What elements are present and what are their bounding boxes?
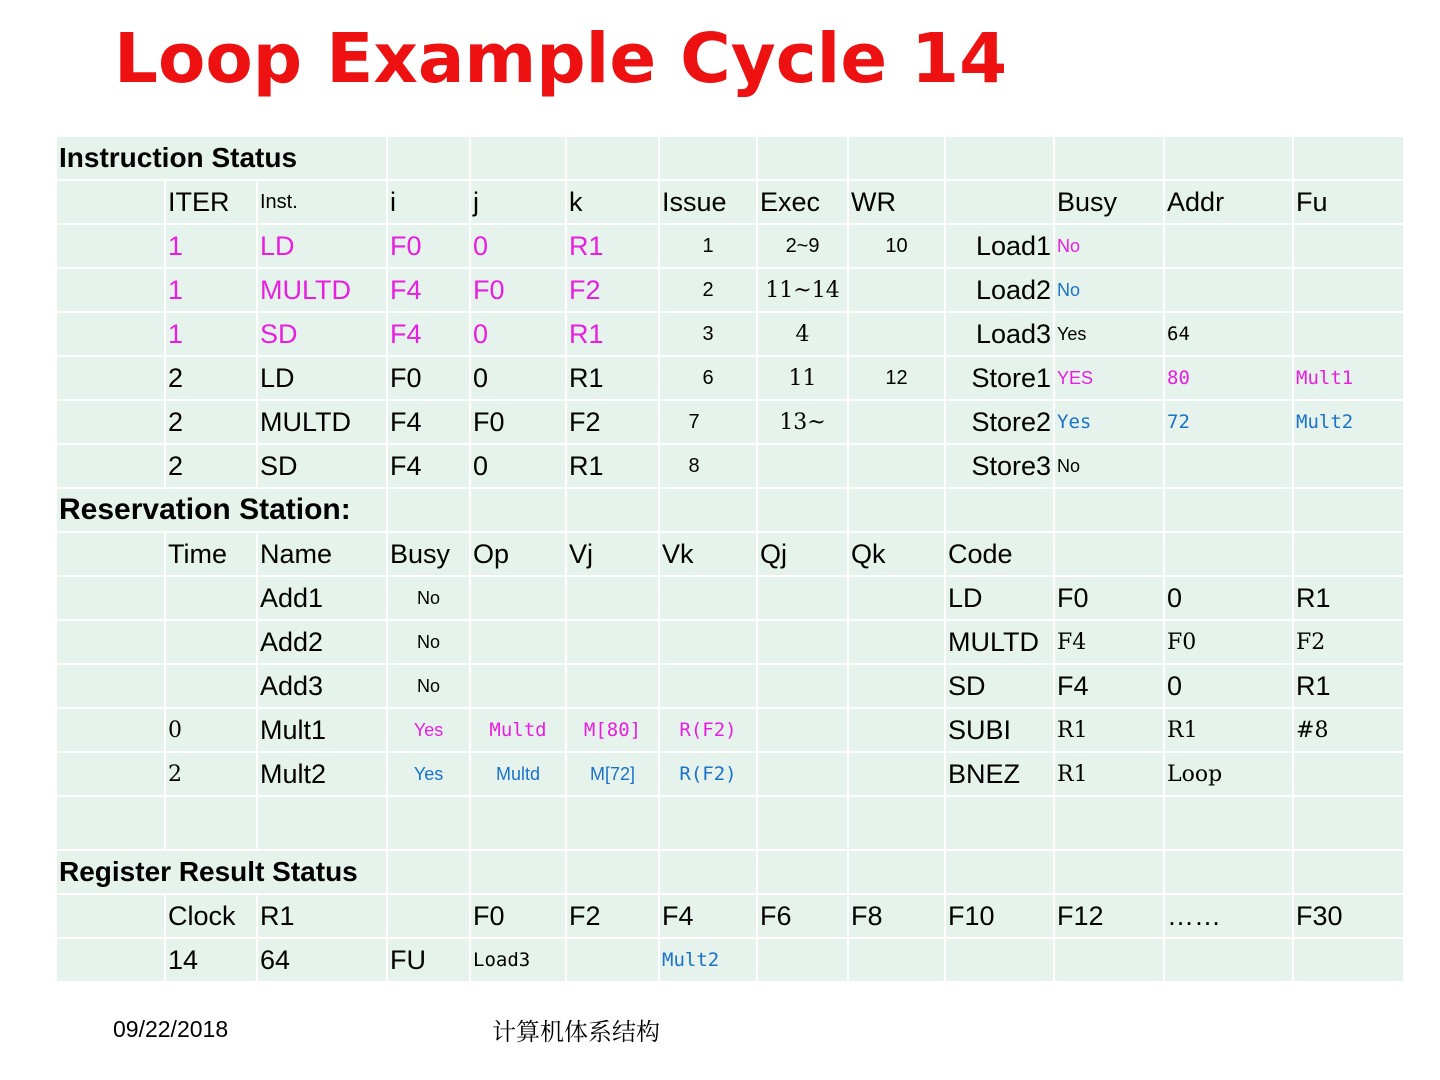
inst-op: SD <box>258 313 388 357</box>
buffer-name: Load3 <box>946 313 1055 357</box>
reservation-station-title-row <box>57 489 1405 533</box>
fu-label: FU <box>388 939 471 983</box>
buffer-addr <box>1165 269 1294 313</box>
buffer-busy: Yes <box>1055 313 1165 357</box>
rs-busy: Yes <box>388 753 471 797</box>
rs-qk <box>849 621 946 665</box>
rs-name: Add2 <box>258 621 388 665</box>
inst-j: 0 <box>471 357 567 401</box>
code-a: R1 <box>1055 753 1165 797</box>
register-status-title-row <box>57 851 1405 895</box>
inst-k: R1 <box>567 445 660 489</box>
inst-exec <box>758 445 849 489</box>
buffer-busy: Yes <box>1055 401 1165 445</box>
inst-issue: 3 <box>660 313 758 357</box>
r1-value: 64 <box>258 939 388 983</box>
reservation-row <box>57 621 1405 665</box>
inst-exec: 13~ <box>758 401 849 445</box>
buffer-busy: No <box>1055 269 1165 313</box>
header-f4: F4 <box>660 895 758 939</box>
rs-vj: M[72] <box>567 753 660 797</box>
inst-wr: 10 <box>849 225 946 269</box>
rs-busy: Yes <box>388 709 471 753</box>
rs-time: 2 <box>166 753 258 797</box>
f30-fu <box>1294 939 1405 983</box>
header-fu: Fu <box>1294 181 1405 225</box>
header-iter: ITER <box>166 181 258 225</box>
code-c: R1 <box>1294 577 1405 621</box>
buffer-addr: 64 <box>1165 313 1294 357</box>
header-exec: Exec <box>758 181 849 225</box>
inst-op: MULTD <box>258 401 388 445</box>
inst-wr <box>849 313 946 357</box>
rs-qj <box>758 621 849 665</box>
inst-wr <box>849 269 946 313</box>
code-b: 0 <box>1165 665 1294 709</box>
code-c: R1 <box>1294 665 1405 709</box>
inst-j: 0 <box>471 445 567 489</box>
inst-exec: 4 <box>758 313 849 357</box>
buffer-name: Store1 <box>946 357 1055 401</box>
buffer-addr <box>1165 225 1294 269</box>
code-c: F2 <box>1294 621 1405 665</box>
header-f30: F30 <box>1294 895 1405 939</box>
instruction-row <box>57 357 1405 401</box>
header-busy: Busy <box>1055 181 1165 225</box>
header-issue: Issue <box>660 181 758 225</box>
f2-fu <box>567 939 660 983</box>
instruction-row <box>57 269 1405 313</box>
buffer-fu: Mult2 <box>1294 401 1405 445</box>
header-k: k <box>567 181 660 225</box>
header-dots: …… <box>1165 895 1294 939</box>
footer-date: 09/22/2018 <box>113 1016 229 1042</box>
buffer-addr: 72 <box>1165 401 1294 445</box>
inst-wr <box>849 445 946 489</box>
inst-k: R1 <box>567 357 660 401</box>
instruction-status-header-row <box>57 181 1405 225</box>
rs-op <box>471 665 567 709</box>
code-a: R1 <box>1055 709 1165 753</box>
rs-busy: No <box>388 577 471 621</box>
header-wr: WR <box>849 181 946 225</box>
buffer-busy: No <box>1055 445 1165 489</box>
f4-fu: Mult2 <box>660 939 758 983</box>
header-inst: Inst. <box>258 181 388 225</box>
rs-name: Add1 <box>258 577 388 621</box>
code-c: #8 <box>1294 709 1405 753</box>
code-c <box>1294 753 1405 797</box>
register-status-value-row <box>57 939 1405 983</box>
buffer-fu <box>1294 313 1405 357</box>
inst-i: F4 <box>388 445 471 489</box>
code-a: F0 <box>1055 577 1165 621</box>
buffer-name: Load1 <box>946 225 1055 269</box>
rs-qj <box>758 709 849 753</box>
code-a: F4 <box>1055 665 1165 709</box>
header-vj: Vj <box>567 533 660 577</box>
inst-k: F2 <box>567 401 660 445</box>
header-op: Op <box>471 533 567 577</box>
instruction-row <box>57 401 1405 445</box>
rs-vk <box>660 577 758 621</box>
register-status-header-row <box>57 895 1405 939</box>
inst-exec: 2~9 <box>758 225 849 269</box>
inst-wr: 12 <box>849 357 946 401</box>
footer-course-name: 计算机体系结构 <box>492 1018 660 1046</box>
inst-j: F0 <box>471 269 567 313</box>
rs-vj: M[80] <box>567 709 660 753</box>
inst-exec: 11 <box>758 357 849 401</box>
header-time: Time <box>166 533 258 577</box>
rs-busy: No <box>388 665 471 709</box>
rs-vj <box>567 577 660 621</box>
header-f12: F12 <box>1055 895 1165 939</box>
inst-k: R1 <box>567 313 660 357</box>
header-vk: Vk <box>660 533 758 577</box>
header-clock: Clock <box>166 895 258 939</box>
inst-issue: 2 <box>660 269 758 313</box>
reservation-row <box>57 665 1405 709</box>
inst-wr <box>849 401 946 445</box>
instruction-row <box>57 225 1405 269</box>
buffer-fu <box>1294 269 1405 313</box>
rs-time: 0 <box>166 709 258 753</box>
header-qj: Qj <box>758 533 849 577</box>
header-i: i <box>388 181 471 225</box>
header-addr: Addr <box>1165 181 1294 225</box>
inst-i: F0 <box>388 357 471 401</box>
inst-iter: 1 <box>166 269 258 313</box>
dots-fu <box>1165 939 1294 983</box>
rs-op: Multd <box>471 709 567 753</box>
inst-j: 0 <box>471 313 567 357</box>
register-status-label: Register Result Status <box>57 851 388 895</box>
rs-op <box>471 621 567 665</box>
header-code: Code <box>946 533 1055 577</box>
rs-name: Add3 <box>258 665 388 709</box>
reservation-row <box>57 577 1405 621</box>
header-f10: F10 <box>946 895 1055 939</box>
rs-time <box>166 621 258 665</box>
buffer-fu <box>1294 225 1405 269</box>
header-rs-busy: Busy <box>388 533 471 577</box>
instruction-status-title-row <box>57 137 1405 181</box>
buffer-addr: 80 <box>1165 357 1294 401</box>
inst-k: F2 <box>567 269 660 313</box>
f10-fu <box>946 939 1055 983</box>
inst-exec: 11~14 <box>758 269 849 313</box>
inst-j: F0 <box>471 401 567 445</box>
code-b: R1 <box>1165 709 1294 753</box>
inst-j: 0 <box>471 225 567 269</box>
inst-i: F4 <box>388 269 471 313</box>
rs-vk <box>660 665 758 709</box>
reservation-row <box>57 753 1405 797</box>
spacer-row <box>57 797 1405 851</box>
inst-iter: 2 <box>166 357 258 401</box>
header-r1: R1 <box>258 895 388 939</box>
rs-vk: R(F2) <box>660 753 758 797</box>
code-a: F4 <box>1055 621 1165 665</box>
inst-i: F0 <box>388 225 471 269</box>
buffer-name: Store3 <box>946 445 1055 489</box>
instruction-row <box>57 445 1405 489</box>
buffer-busy: No <box>1055 225 1165 269</box>
inst-op: LD <box>258 357 388 401</box>
code-b: F0 <box>1165 621 1294 665</box>
rs-qk <box>849 709 946 753</box>
reservation-station-label: Reservation Station: <box>57 489 388 533</box>
rs-vj <box>567 621 660 665</box>
header-qk: Qk <box>849 533 946 577</box>
buffer-addr <box>1165 445 1294 489</box>
rs-busy: No <box>388 621 471 665</box>
code-op: MULTD <box>946 621 1055 665</box>
header-f6: F6 <box>758 895 849 939</box>
instruction-row <box>57 313 1405 357</box>
rs-time <box>166 577 258 621</box>
rs-qj <box>758 577 849 621</box>
header-name: Name <box>258 533 388 577</box>
rs-name: Mult2 <box>258 753 388 797</box>
rs-qj <box>758 753 849 797</box>
rs-name: Mult1 <box>258 709 388 753</box>
code-op: LD <box>946 577 1055 621</box>
inst-iter: 2 <box>166 445 258 489</box>
rs-op <box>471 577 567 621</box>
code-op: SUBI <box>946 709 1055 753</box>
inst-issue: 1 <box>660 225 758 269</box>
f0-fu: Load3 <box>471 939 567 983</box>
header-j: j <box>471 181 567 225</box>
inst-op: LD <box>258 225 388 269</box>
instruction-status-label: Instruction Status <box>57 137 388 181</box>
inst-k: R1 <box>567 225 660 269</box>
inst-iter: 2 <box>166 401 258 445</box>
inst-iter: 1 <box>166 225 258 269</box>
clock-value: 14 <box>166 939 258 983</box>
f6-fu <box>758 939 849 983</box>
code-b: 0 <box>1165 577 1294 621</box>
rs-qj <box>758 665 849 709</box>
header-f2: F2 <box>567 895 660 939</box>
buffer-name: Store2 <box>946 401 1055 445</box>
code-b: Loop <box>1165 753 1294 797</box>
rs-qk <box>849 753 946 797</box>
reservation-station-header-row <box>57 533 1405 577</box>
inst-issue: 8 <box>660 445 758 489</box>
rs-qk <box>849 577 946 621</box>
rs-qk <box>849 665 946 709</box>
rs-time <box>166 665 258 709</box>
buffer-fu <box>1294 445 1405 489</box>
inst-op: SD <box>258 445 388 489</box>
inst-issue: 7 <box>660 401 758 445</box>
code-op: BNEZ <box>946 753 1055 797</box>
f12-fu <box>1055 939 1165 983</box>
code-op: SD <box>946 665 1055 709</box>
header-f8: F8 <box>849 895 946 939</box>
tomasulo-table <box>57 137 1405 983</box>
slide-title: Loop Example Cycle 14 <box>114 19 1008 99</box>
inst-issue: 6 <box>660 357 758 401</box>
f8-fu <box>849 939 946 983</box>
header-f0: F0 <box>471 895 567 939</box>
buffer-busy: YES <box>1055 357 1165 401</box>
inst-i: F4 <box>388 313 471 357</box>
rs-vk <box>660 621 758 665</box>
inst-op: MULTD <box>258 269 388 313</box>
reservation-row <box>57 709 1405 753</box>
inst-iter: 1 <box>166 313 258 357</box>
buffer-name: Load2 <box>946 269 1055 313</box>
inst-i: F4 <box>388 401 471 445</box>
rs-vk: R(F2) <box>660 709 758 753</box>
rs-vj <box>567 665 660 709</box>
buffer-fu: Mult1 <box>1294 357 1405 401</box>
rs-op: Multd <box>471 753 567 797</box>
